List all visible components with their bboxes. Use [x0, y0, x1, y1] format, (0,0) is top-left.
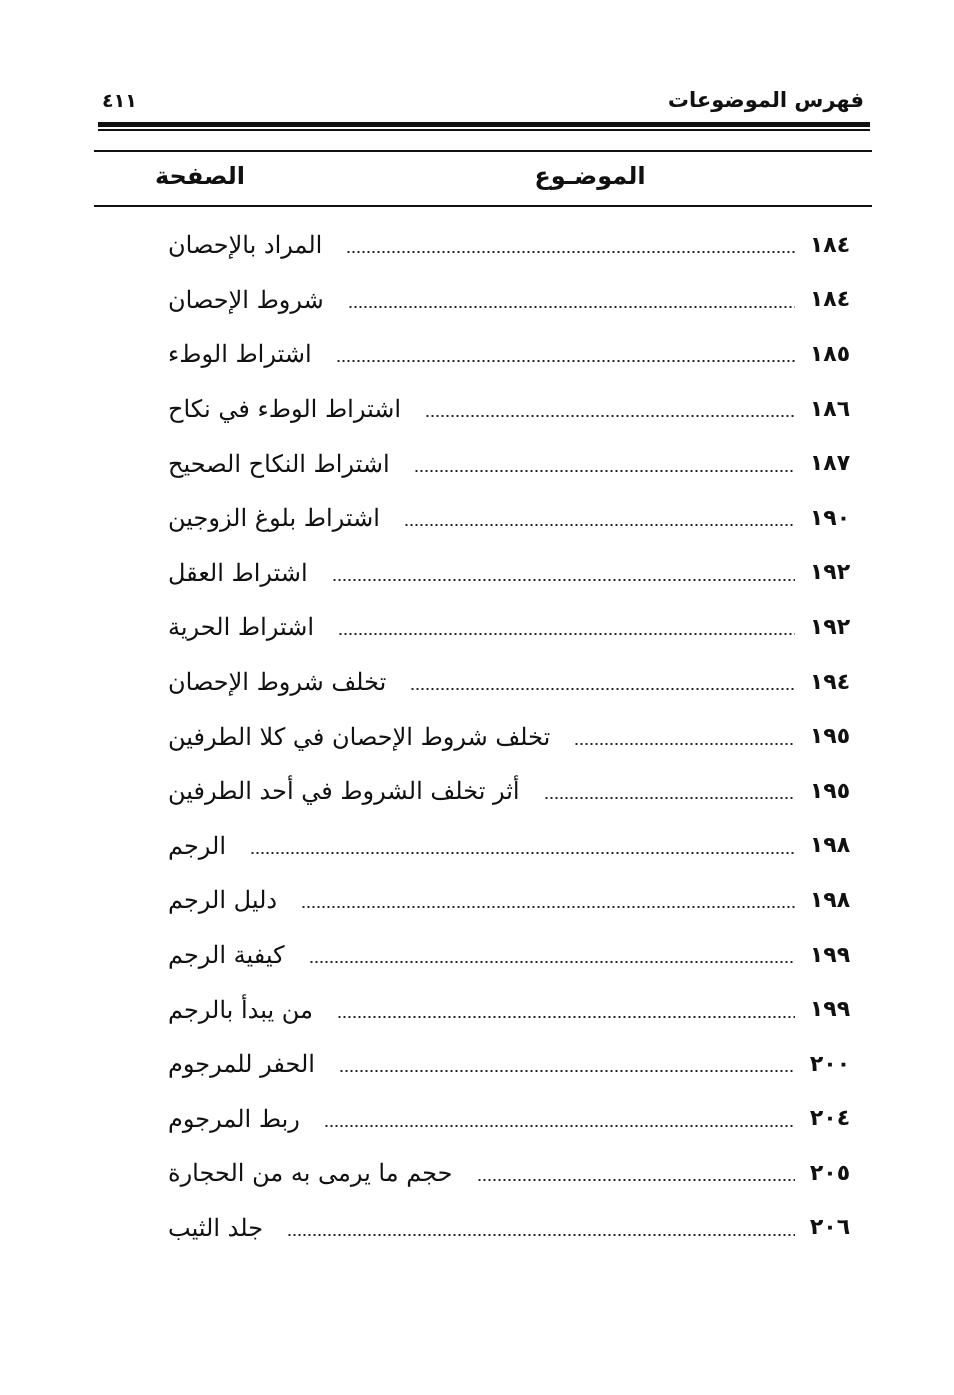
toc-entry-page: ٢٠٠ — [809, 1051, 851, 1077]
toc-entry-page: ١٩٨ — [809, 833, 851, 859]
toc-entry — [160, 764, 865, 819]
toc-entry-page: ١٩٥ — [809, 724, 851, 750]
toc-entry — [160, 436, 865, 491]
toc-entry-title: اشتراط النكاح الصحيح — [168, 449, 390, 478]
toc-entry — [160, 1092, 865, 1147]
dot-leader — [544, 797, 795, 799]
running-header-title: فهرس الموضوعات — [667, 88, 864, 112]
toc-list — [160, 218, 865, 1255]
toc-entry — [160, 600, 865, 655]
toc-entry-page: ١٩٨ — [809, 887, 851, 913]
toc-entry — [160, 327, 865, 382]
toc-entry-page: ١٨٤ — [809, 232, 851, 258]
toc-entry-page: ١٨٥ — [809, 341, 851, 367]
dot-leader — [346, 251, 795, 253]
dot-leader — [336, 360, 795, 362]
toc-entry-title: كيفية الرجم — [168, 941, 285, 970]
toc-entry-page: ١٨٦ — [809, 396, 851, 422]
toc-entry-title: اشتراط بلوغ الزوجين — [168, 504, 380, 533]
dot-leader — [574, 743, 795, 745]
dot-leader — [414, 470, 795, 472]
toc-entry-title: اشتراط الوطء — [168, 340, 312, 369]
toc-entry-page: ١٩٩ — [809, 997, 851, 1023]
toc-entry — [160, 1037, 865, 1092]
toc-entry-title: جلد الثيب — [168, 1213, 264, 1242]
toc-entry-page: ١٩٥ — [809, 778, 851, 804]
running-header — [98, 82, 870, 118]
header-thick-rule — [98, 122, 870, 127]
toc-entry-page: ١٩٢ — [809, 560, 851, 586]
toc-entry-page: ٢٠٥ — [809, 1160, 851, 1186]
dot-leader — [339, 1070, 795, 1072]
toc-entry-page: ١٩٤ — [809, 669, 851, 695]
dot-leader — [410, 688, 795, 690]
dot-leader — [309, 961, 795, 963]
dot-leader — [301, 906, 795, 908]
toc-entry — [160, 218, 865, 273]
dot-leader — [287, 1234, 795, 1236]
column-header-topic: الموضـوع — [534, 162, 646, 190]
toc-entry-page: ٢٠٦ — [809, 1215, 851, 1241]
toc-entry-title: تخلف شروط الإحصان — [168, 668, 387, 697]
toc-entry — [160, 546, 865, 601]
toc-entry-title: تخلف شروط الإحصان في كلا الطرفين — [168, 722, 551, 751]
dot-leader — [348, 306, 795, 308]
dot-leader — [477, 1179, 795, 1181]
toc-entry-title: اشتراط الوطء في نكاح — [168, 395, 402, 424]
toc-entry — [160, 1201, 865, 1256]
toc-entry-title: اشتراط الحرية — [168, 613, 315, 642]
dot-leader — [404, 524, 795, 526]
toc-entry-page: ١٩٢ — [809, 614, 851, 640]
dot-leader — [332, 579, 795, 581]
toc-entry-page: ١٨٧ — [809, 451, 851, 477]
toc-entry-title: شروط الإحصان — [168, 285, 324, 314]
toc-entry-title: المراد بالإحصان — [168, 231, 323, 260]
toc-entry — [160, 982, 865, 1037]
toc-entry-page: ٢٠٤ — [809, 1106, 851, 1132]
toc-entry — [160, 873, 865, 928]
page-number: ٤١١ — [102, 90, 137, 112]
dot-leader — [324, 1125, 795, 1127]
column-header-page: الصفحة — [154, 162, 245, 190]
dot-leader — [337, 1016, 795, 1018]
toc-entry-title: أثر تخلف الشروط في أحد الطرفين — [168, 777, 520, 806]
toc-entry-title: حجم ما يرمى به من الحجارة — [168, 1159, 453, 1188]
toc-entry-page: ١٩٠ — [809, 505, 851, 531]
dot-leader — [338, 633, 795, 635]
toc-entry-title: دليل الرجم — [168, 886, 278, 915]
table-header-rule — [94, 205, 872, 207]
toc-entry — [160, 491, 865, 546]
toc-entry — [160, 655, 865, 710]
header-thin-rule — [98, 129, 870, 131]
toc-entry — [160, 819, 865, 874]
dot-leader — [250, 852, 795, 854]
toc-entry-title: اشتراط العقل — [168, 558, 308, 587]
toc-entry-title: الحفر للمرجوم — [168, 1050, 315, 1079]
toc-entry-page: ١٩٩ — [809, 942, 851, 968]
toc-entry — [160, 1146, 865, 1201]
toc-entry-title: ربط المرجوم — [168, 1104, 300, 1133]
toc-entry-page: ١٨٤ — [809, 287, 851, 313]
toc-entry — [160, 928, 865, 983]
toc-entry-title: الرجم — [168, 831, 227, 860]
toc-entry — [160, 382, 865, 437]
toc-entry — [160, 709, 865, 764]
toc-entry-title: من يبدأ بالرجم — [168, 995, 313, 1024]
table-top-rule — [94, 150, 872, 152]
toc-entry — [160, 273, 865, 328]
dot-leader — [425, 415, 795, 417]
